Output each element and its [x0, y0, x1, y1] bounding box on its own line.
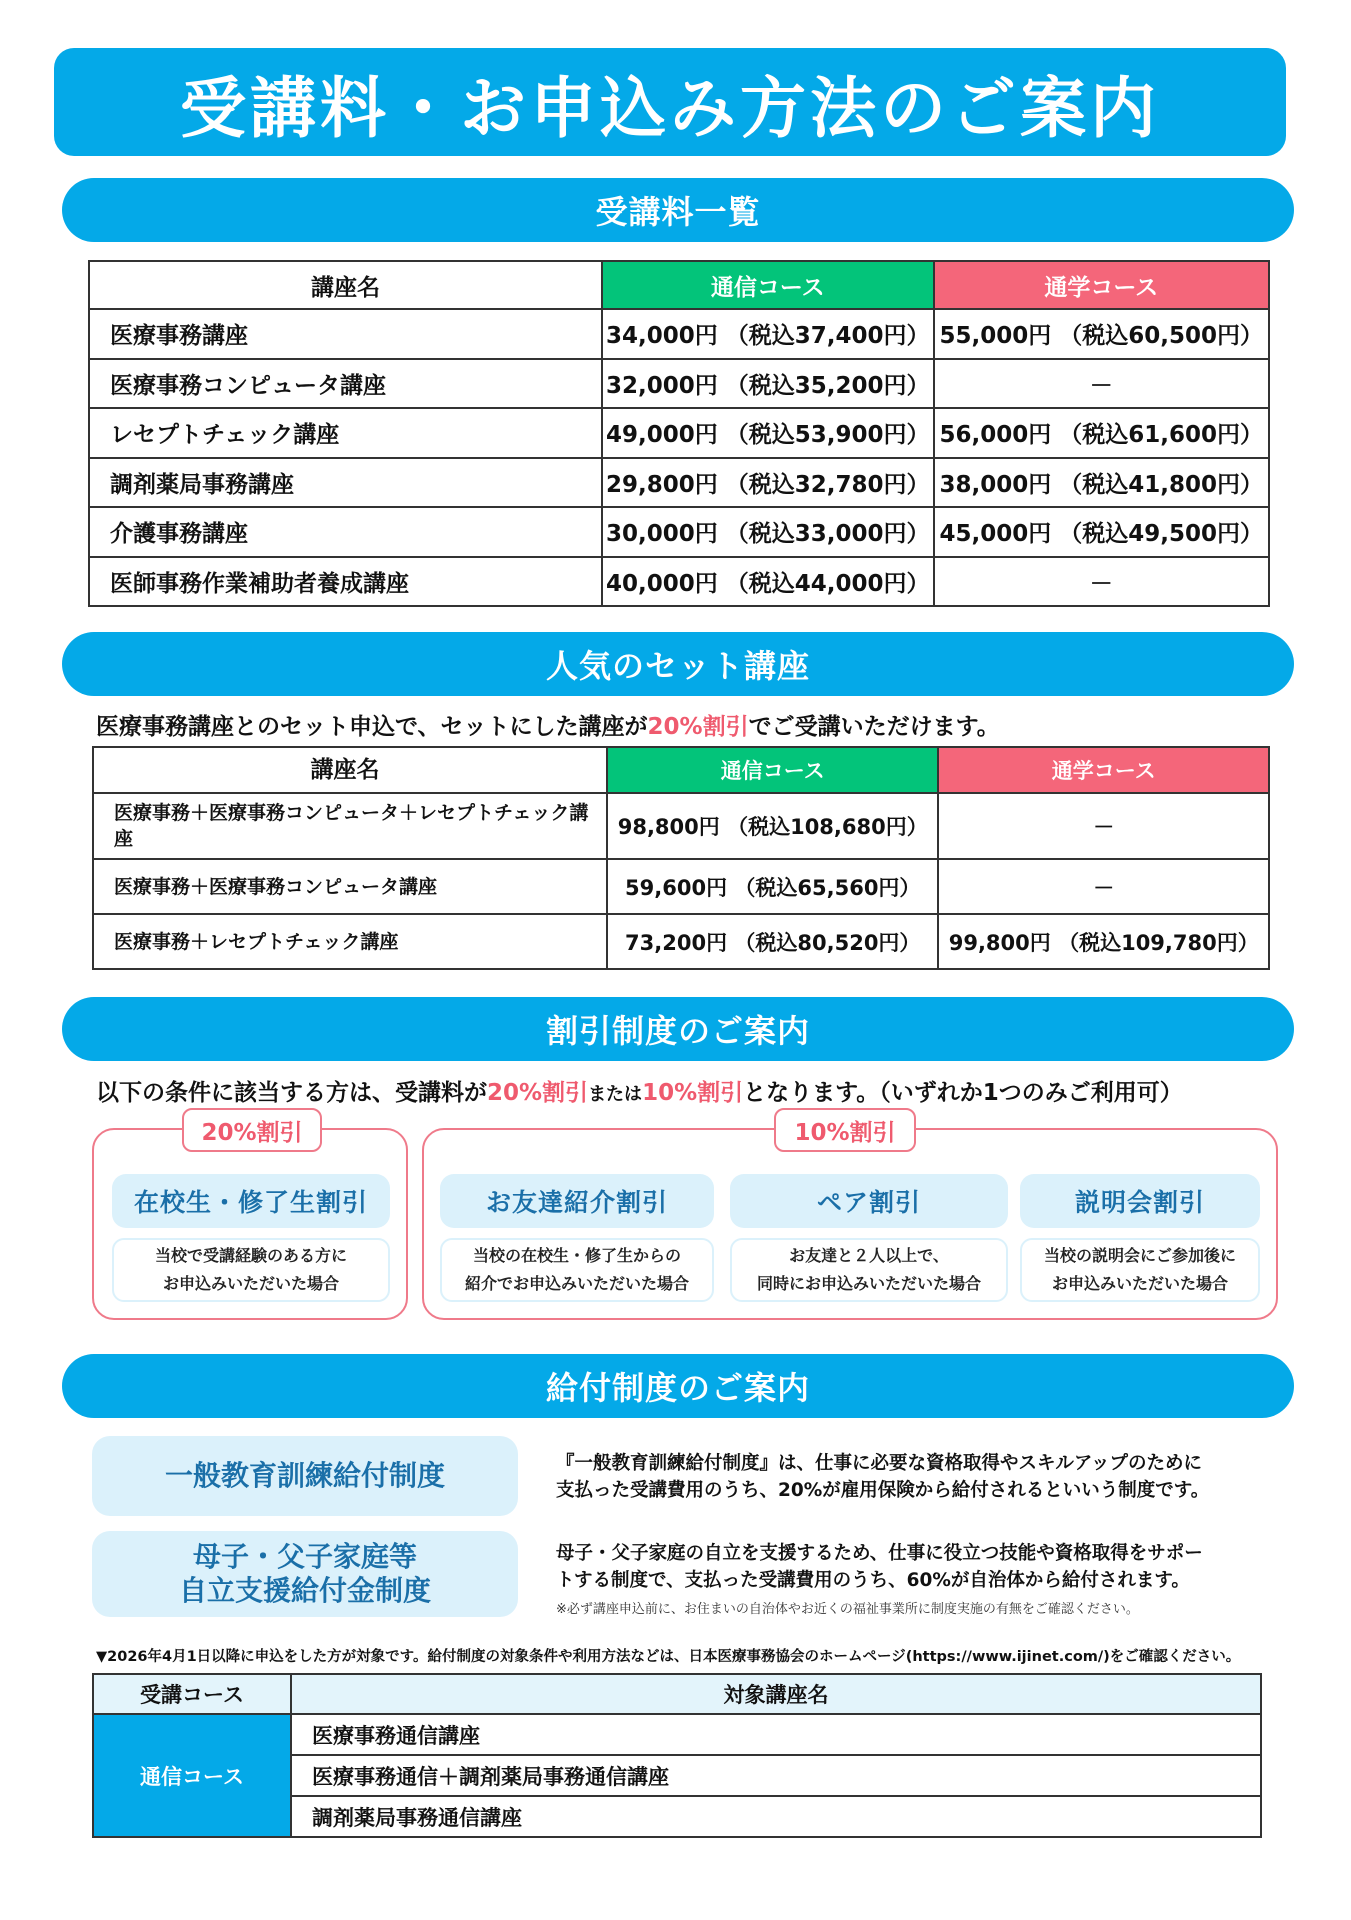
discount-lead-10: 10%割引 [642, 1080, 744, 1106]
price-tsugaku: 45,000円 （税込49,500円） [934, 507, 1270, 557]
column-header-tsugaku: 通学コース [934, 261, 1270, 309]
benefit-text-line: トする制度で、支払った受講費用のうち、60%が自治体から給付されます。 [556, 1570, 1190, 1591]
column-header-tsugaku: 通学コース [938, 747, 1269, 793]
price-tsugaku: 56,000円 （税込61,600円） [934, 408, 1270, 458]
benefit-text-general [556, 1450, 1209, 1504]
section-title: 人気のセット講座 [545, 647, 810, 685]
table-row [93, 859, 1269, 914]
set-lead-before: 医療事務講座とのセット申込で、セットにした講座が [96, 714, 648, 740]
discount-name: 在校生・修了生割引 [112, 1174, 390, 1228]
discount-item [440, 1174, 714, 1302]
price-tsugaku: 38,000円 （税込41,800円） [934, 458, 1270, 508]
table-header-row [93, 1674, 1261, 1714]
discount-lead-after: となります。（いずれか1つのみご利用可） [743, 1080, 1183, 1106]
discount-desc [730, 1238, 1008, 1302]
fee-table [88, 260, 1270, 607]
price-tsugaku: 99,800円 （税込109,780円） [938, 914, 1269, 969]
price-tsushin: 59,600円 （税込65,560円） [607, 859, 938, 914]
price-tsugaku: － [938, 859, 1269, 914]
table-row [93, 1714, 1261, 1755]
price-tsushin: 29,800円 （税込32,780円） [602, 458, 933, 508]
discount-tag-20: 20%割引 [182, 1108, 322, 1152]
benefit-name-line: 一般教育訓練給付制度 [164, 1459, 445, 1492]
table-row [89, 359, 1269, 409]
price-tsushin: 73,200円 （税込80,520円） [607, 914, 938, 969]
price-tsushin: 49,000円 （税込53,900円） [602, 408, 933, 458]
set-name: 医療事務＋レセプトチェック講座 [93, 914, 607, 969]
discount-lead-mid: または [588, 1084, 643, 1105]
discount-desc-line: 紹介でお申込みいただいた場合 [464, 1274, 689, 1293]
section-title: 給付制度のご案内 [545, 1369, 810, 1407]
set-name: 医療事務＋医療事務コンピュータ講座 [93, 859, 607, 914]
price-tsugaku: 55,000円 （税込60,500円） [934, 309, 1270, 359]
target-course-name: 調剤薬局事務通信講座 [291, 1796, 1261, 1837]
discount-name: お友達紹介割引 [440, 1174, 714, 1228]
discount-item [1020, 1174, 1260, 1302]
benefit-note: ※必ず講座申込前に、お住まいの自治体やお近くの福祉事業所に制度実施の有無をご確認ください。 [556, 1602, 1139, 1617]
target-course-name: 医療事務通信＋調剤薬局事務通信講座 [291, 1755, 1261, 1796]
price-tsushin: 32,000円 （税込35,200円） [602, 359, 933, 409]
table-header-row [93, 747, 1269, 793]
page-title: 受講料・お申込み方法のご案内 [180, 69, 1160, 147]
set-table [92, 746, 1270, 970]
benefit-text-line: 『一般教育訓練給付制度』は、仕事に必要な資格取得やスキルアップのために [556, 1453, 1203, 1474]
target-course-table [92, 1673, 1262, 1838]
section-header-sets [62, 632, 1294, 696]
set-lead-text [96, 708, 1000, 741]
table-row [93, 914, 1269, 969]
course-name: 介護事務講座 [89, 507, 602, 557]
discount-item [112, 1174, 390, 1302]
discount-desc [440, 1238, 714, 1302]
price-tsushin: 30,000円 （税込33,000円） [602, 507, 933, 557]
section-title: 割引制度のご案内 [545, 1012, 810, 1050]
section-title: 受講料一覧 [595, 193, 761, 231]
page-title-banner [54, 48, 1286, 156]
price-tsushin: 40,000円 （税込44,000円） [602, 557, 933, 607]
discount-group-20 [92, 1119, 408, 1320]
discount-tag-10: 10%割引 [774, 1108, 916, 1152]
benefit-notice: ▼2026年4月1日以降に申込をした方が対象です。給付制度の対象条件や利用方法などは、日本医療事務協会のホームページ(https://www.ijinet.com/)をご確認ください。 [96, 1649, 1241, 1665]
set-lead-after: でご受講いただけます。 [748, 714, 1000, 740]
discount-desc-line: お友達と２人以上で、 [789, 1246, 949, 1265]
column-header-name: 講座名 [89, 261, 602, 309]
discount-lead-20: 20%割引 [487, 1080, 589, 1106]
benefit-name-general [92, 1436, 518, 1516]
course-name: 医師事務作業補助者養成講座 [89, 557, 602, 607]
discount-desc [112, 1238, 390, 1302]
benefit-text-line: 母子・父子家庭の自立を支援するため、仕事に役立つ技能や資格取得をサポー [556, 1543, 1203, 1564]
benefit-text-single-parent [556, 1540, 1203, 1621]
set-name: 医療事務＋医療事務コンピュータ＋レセプトチェック講座 [93, 793, 607, 859]
table-row [89, 507, 1269, 557]
benefit-name-single-parent [92, 1531, 518, 1617]
discount-lead-before: 以下の条件に該当する方は、受講料が [96, 1080, 487, 1106]
course-name: 調剤薬局事務講座 [89, 458, 602, 508]
discount-desc-line: 当校で受講経験のある方に [154, 1246, 347, 1265]
section-header-fees [62, 178, 1294, 242]
table-row [89, 408, 1269, 458]
course-name: 医療事務コンピュータ講座 [89, 359, 602, 409]
section-header-benefits [62, 1354, 1294, 1418]
discount-desc-line: お申込みいただいた場合 [162, 1274, 339, 1293]
target-course-name: 医療事務通信講座 [291, 1714, 1261, 1755]
set-lead-highlight: 20%割引 [647, 714, 749, 740]
discount-name: ペア割引 [730, 1174, 1008, 1228]
column-header-name: 講座名 [93, 747, 607, 793]
benefit-name-line: 自立支援給付金制度 [178, 1574, 431, 1607]
discount-lead-text [96, 1074, 1183, 1107]
table-row [89, 309, 1269, 359]
column-header-target: 対象講座名 [291, 1674, 1261, 1714]
discount-desc-line: 当校の説明会にご参加後に [1043, 1246, 1236, 1265]
table-header-row [89, 261, 1269, 309]
discount-desc-line: 同時にお申込みいただいた場合 [756, 1274, 981, 1293]
course-name: レセプトチェック講座 [89, 408, 602, 458]
table-row [93, 793, 1269, 859]
table-row [89, 557, 1269, 607]
course-cell: 通信コース [93, 1714, 291, 1837]
price-tsushin: 98,800円 （税込108,680円） [607, 793, 938, 859]
price-tsugaku: － [934, 557, 1270, 607]
column-header-course: 受講コース [93, 1674, 291, 1714]
benefit-text-line: 支払った受講費用のうち、20%が雇用保険から給付されるといいう制度です。 [556, 1480, 1210, 1501]
section-header-discounts [62, 997, 1294, 1061]
benefit-name-line: 母子・父子家庭等 [192, 1540, 417, 1573]
column-header-tsushin: 通信コース [607, 747, 938, 793]
price-tsugaku: － [934, 359, 1270, 409]
column-header-tsushin: 通信コース [602, 261, 933, 309]
discount-group-10 [422, 1119, 1278, 1320]
course-name: 医療事務講座 [89, 309, 602, 359]
discount-desc-line: お申込みいただいた場合 [1051, 1274, 1228, 1293]
discount-desc-line: 当校の在校生・修了生からの [472, 1246, 681, 1265]
discount-desc [1020, 1238, 1260, 1302]
price-tsugaku: － [938, 793, 1269, 859]
discount-item [730, 1174, 1008, 1302]
table-row [89, 458, 1269, 508]
price-tsushin: 34,000円 （税込37,400円） [602, 309, 933, 359]
discount-name: 説明会割引 [1020, 1174, 1260, 1228]
